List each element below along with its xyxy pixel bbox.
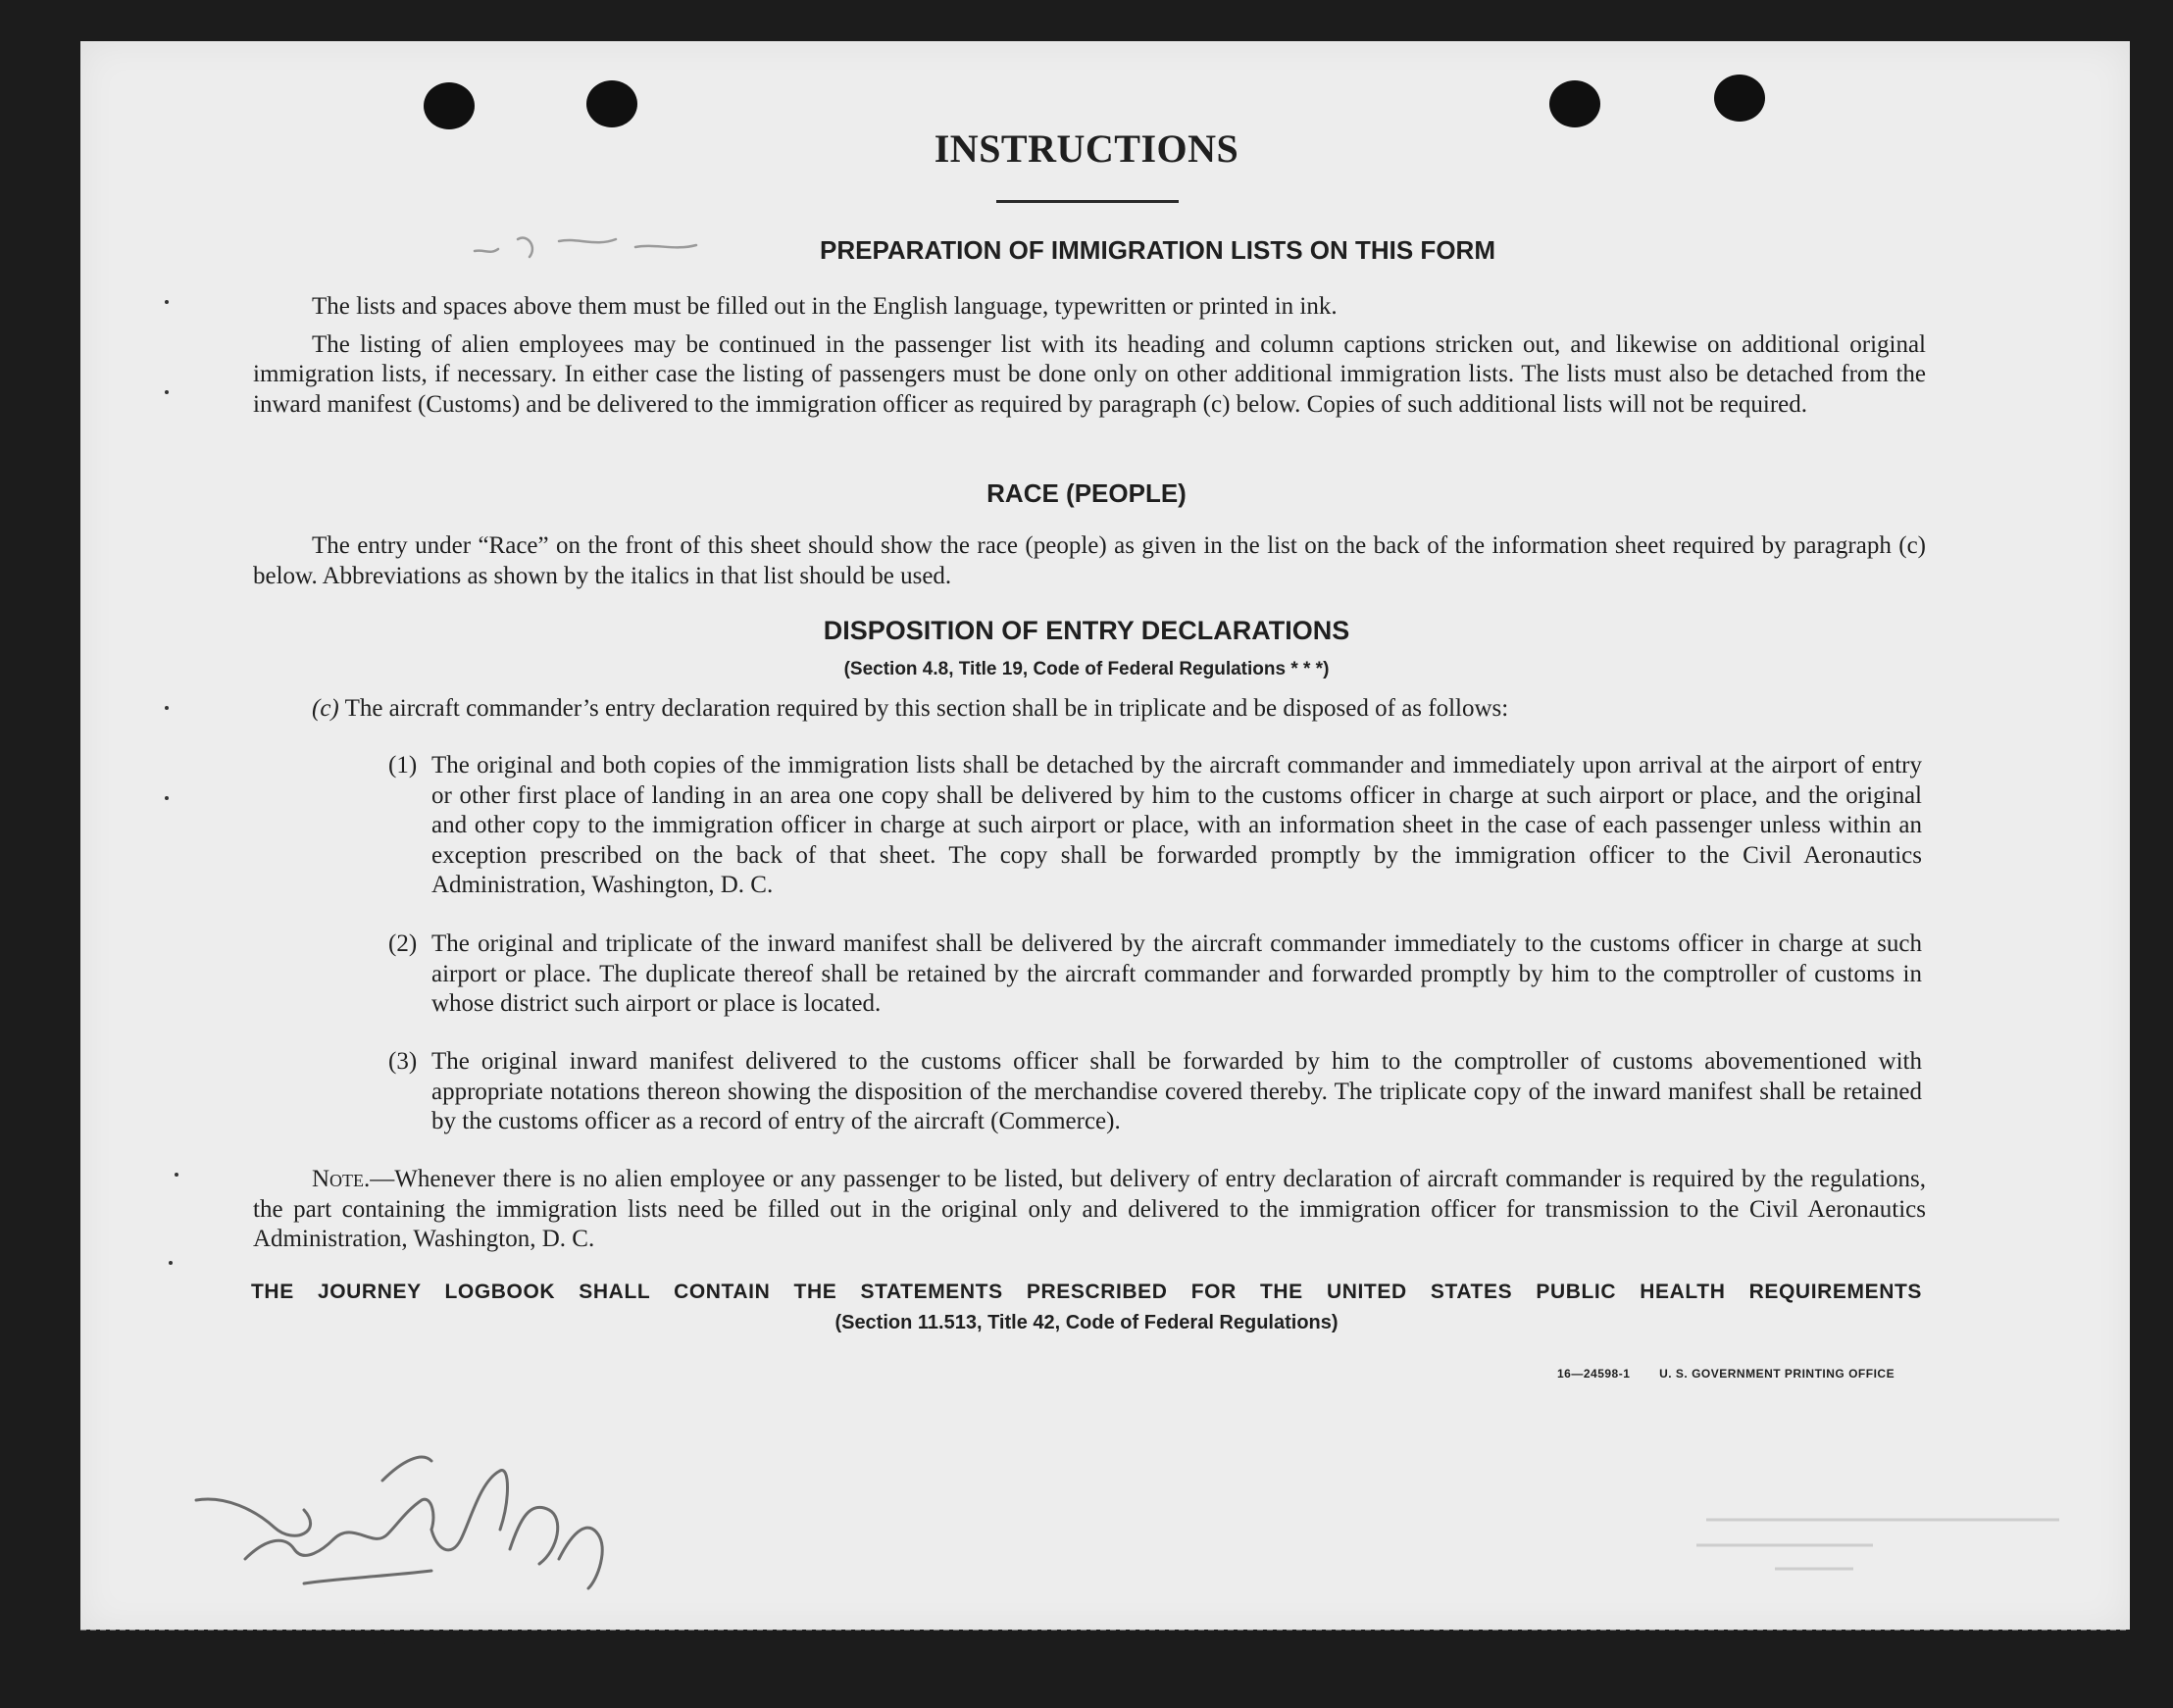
preparation-paragraph-1: The lists and spaces above them must be filled out in the English language, typewritten or printed in ink. [312, 293, 1338, 320]
punch-hole [1714, 75, 1765, 122]
logbook-statement: THE JOURNEY LOGBOOK SHALL CONTAIN THE STATEMENTS PRESCRIBED FOR THE UNITED STATES PUBLIC HEALTH REQUIREMENTS [251, 1281, 1922, 1303]
pencil-marks [469, 227, 704, 267]
margin-mark [169, 1261, 173, 1265]
handwritten-signature [186, 1441, 637, 1618]
item-text: The original inward manifest delivered to the customs officer shall be forwarded by him to the comptroller of customs abovementioned with appropriate notations thereon showing the disposition of the merchandise covered thereby. The triplicate copy of the inward manifest shall be retained by the customs officer as a record of entry of the aircraft (Commerce). [431, 1048, 1922, 1134]
race-heading: RACE (PEOPLE) [986, 478, 1187, 508]
torn-edge [80, 1630, 2130, 1708]
preparation-body [253, 292, 1926, 420]
item-text: The original and triplicate of the inward manifest shall be delivered by the aircraft commander immediately to the customs officer in charge at such airport or place. The duplicate thereof shall be retained by the aircraft commander and forwarded promptly by him to the comptroller of customs in whose district such airport or place is located. [431, 930, 1922, 1017]
disposition-item [359, 1047, 1922, 1137]
title-underline [996, 200, 1179, 203]
preparation-heading: PREPARATION OF IMMIGRATION LISTS ON THIS FORM [820, 235, 1495, 265]
item-number: (2) [388, 930, 418, 957]
item-text: The original and both copies of the immigration lists shall be detached by the aircraft commander and immediately upon arrival at the airport of entry or other first place of landing in an area one copy shall be delivered by him to the customs officer in charge at such airport or place, and the original and other copy to the immigration officer in charge at such airport or place, with an information sheet in the case of each passenger unless within an exception prescribed on the back of that sheet. The copy shall be forwarded promptly by the immigration officer to the Civil Aeronautics Administration, Washington, D. C. [431, 752, 1922, 898]
note-text: —Whenever there is no alien employee or any passenger to be listed, but delivery of entry declaration of aircraft commander is required by the regulations, the part containing the immigration lists need be filled out in the original only and delivered to the immigration officer for transmission to the Civil Aeronautics Administration, Washington, D. C. [253, 1166, 1926, 1252]
disposition-reference: (Section 4.8, Title 19, Code of Federal Regulations * * *) [843, 659, 1330, 679]
race-body [253, 531, 1926, 591]
printing-office-code [1557, 1367, 1895, 1381]
intro-text: The aircraft commander’s entry declaration required by this section shall be in triplicate and be disposed of as follows: [344, 695, 1509, 722]
item-number: (3) [388, 1048, 418, 1075]
printer-name: U. S. GOVERNMENT PRINTING OFFICE [1659, 1367, 1895, 1381]
item-number: (1) [388, 752, 418, 779]
preparation-paragraph-2: The listing of alien employees may be continued in the passenger list with its heading and column captions stricken out, and likewise on additional original immigration lists, if necessary. In either case the listing of passengers must be done only on other additional immigration lists. The lists must also be detached from the inward manifest (Customs) and be delivered to the immigration officer as required by paragraph (c) below. Copies of such additional lists will not be required. [253, 330, 1926, 418]
intro-label: (c) [312, 695, 339, 722]
bleed-through-marks [1667, 1500, 2079, 1588]
margin-mark [165, 796, 169, 800]
margin-mark [175, 1173, 178, 1177]
margin-mark [165, 390, 169, 394]
punch-hole [586, 80, 637, 127]
form-code: 16—24598-1 [1557, 1367, 1631, 1381]
race-paragraph: The entry under “Race” on the front of this sheet should show the race (people) as given in the list on the back of the information sheet required by paragraph (c) below. Abbreviations as shown by the italics in that list should be used. [253, 532, 1926, 589]
margin-mark [165, 706, 169, 710]
disposition-heading: DISPOSITION OF ENTRY DECLARATIONS [823, 616, 1350, 645]
margin-mark [165, 300, 169, 304]
disposition-item [359, 751, 1922, 901]
punch-hole [424, 82, 475, 129]
note-label: Note. [312, 1166, 371, 1192]
disposition-item [359, 929, 1922, 1020]
disposition-intro [253, 694, 1926, 725]
note-block [253, 1165, 1926, 1255]
page-title: INSTRUCTIONS [934, 126, 1239, 171]
logbook-reference: (Section 11.513, Title 42, Code of Federal Regulations) [834, 1312, 1339, 1333]
punch-hole [1549, 80, 1600, 127]
